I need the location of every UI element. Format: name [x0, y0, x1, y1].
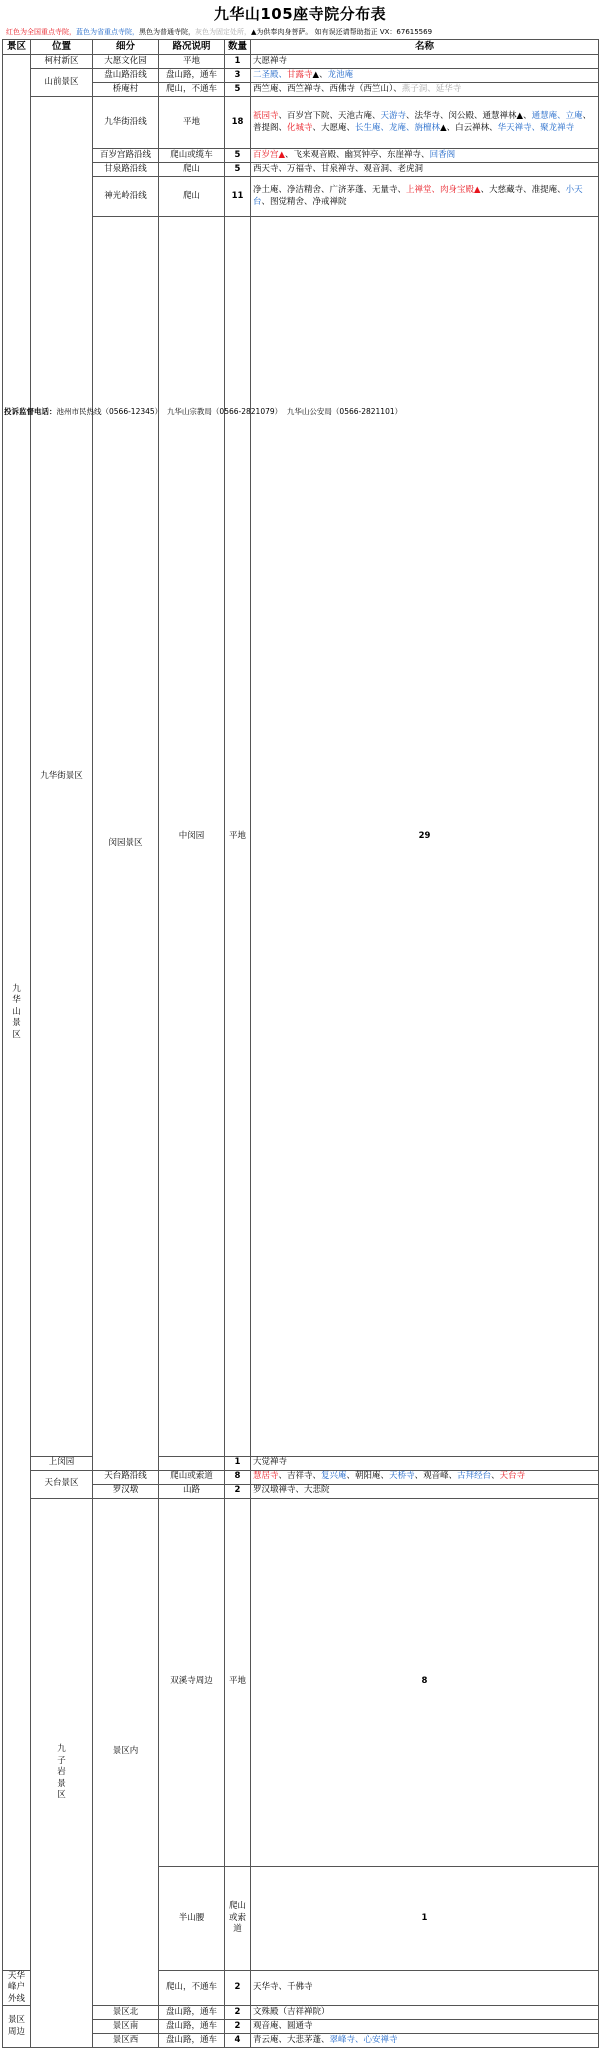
temple-name: 、图觉精舍、净戒禅院: [261, 196, 347, 207]
temple-name: 、: [491, 1471, 500, 1482]
legend-item: 蓝色为省重点寺院，: [76, 28, 139, 36]
area-char: 景: [57, 1778, 66, 1789]
footer-item-2: 九华山公安局（0566-2821101）: [286, 407, 403, 416]
count-cell: 2: [225, 1970, 251, 2005]
temple-name: 长生庵、龙庵、旃檀林: [355, 122, 441, 133]
subdivision-cell: 中闵园: [159, 217, 225, 1457]
temple-name: 观音庵、圆通寺: [253, 2021, 313, 2032]
names-cell: [251, 2034, 599, 2048]
table-row: [3, 217, 599, 1457]
subdivision-cell: 大愿文化园: [93, 55, 159, 69]
route-cell: 盘山路，通车: [159, 2020, 225, 2034]
temple-name: 、百岁宫下院、天池古庵、: [278, 111, 381, 122]
table-row: [3, 2006, 599, 2020]
count-cell: 5: [225, 83, 251, 97]
area-cell: [31, 1498, 93, 2048]
temple-name: 化城寺: [287, 122, 313, 133]
names-cell: [251, 55, 599, 69]
area-char: 区: [57, 1790, 66, 1801]
temple-name: 华天禅寺、聚龙禅寺: [497, 122, 575, 133]
temple-table: [2, 39, 599, 2048]
count-cell: 5: [225, 163, 251, 177]
header-names: 名称: [251, 40, 599, 55]
temple-name: 龙池庵: [327, 69, 354, 80]
subdivision-cell: 百岁宫路沿线: [93, 149, 159, 163]
area-char: 岩: [57, 1767, 66, 1778]
subdivision-cell: 神光岭沿线: [93, 177, 159, 217]
temple-name: 净土庵、净洁精舍、广济茅蓬、无量寺、: [253, 185, 407, 196]
route-cell: [159, 1456, 225, 1470]
count-cell: 29: [251, 217, 599, 1457]
subdivision-cell: 景区北: [93, 2006, 159, 2020]
legend-item: 红色为全国重点寺院，: [6, 28, 76, 36]
temple-name: 天桥寺: [389, 1471, 415, 1482]
temple-name: 西竺庵、西竺禅寺、西佛寺（西竺山）、: [253, 83, 402, 94]
temple-name: 、吉祥寺、: [278, 1471, 322, 1482]
route-cell: 爬山或索道: [225, 1866, 251, 1970]
subdivision-cell: 半山腰: [159, 1866, 225, 1970]
subdivision-cell: 景区南: [93, 2020, 159, 2034]
names-cell: [251, 83, 599, 97]
temple-name: 西天寺、万福寺、甘泉禅寺、观音洞、老虎洞: [253, 163, 424, 174]
count-cell: 1: [225, 55, 251, 69]
subdivision-cell: 盘山路沿线: [93, 69, 159, 83]
temple-name: 、飞来观音殿、幽冥钟亭、东崖禅寺、: [285, 149, 430, 160]
temple-name: 二圣殿、: [253, 69, 288, 80]
location-cell: 天台景区: [31, 1470, 93, 1498]
subdivision-cell: 双溪寺周边: [159, 1498, 225, 1866]
page-title: 九华山105座寺院分布表: [213, 5, 387, 23]
temple-name: 、大慈藏寺、准提庵、: [480, 185, 566, 196]
table-header-row: [3, 40, 599, 55]
names-cell: [251, 177, 599, 217]
table-row: [3, 97, 599, 149]
names-cell: [251, 1456, 599, 1470]
temple-name: 古拜经台: [457, 1471, 492, 1482]
count-cell: 8: [225, 1470, 251, 1484]
header-count: 数量: [225, 40, 251, 55]
temple-name: 、朝阳庵、: [346, 1471, 390, 1482]
subdivision-cell: 天华峰户外线: [3, 1970, 31, 2005]
subdivision-cell: 天台路沿线: [93, 1470, 159, 1484]
route-cell: 爬山，不通车: [159, 83, 225, 97]
route-cell: 山路: [159, 1484, 225, 1498]
route-cell: 平地: [159, 55, 225, 69]
route-cell: 平地: [225, 217, 251, 1457]
temple-name: 、大愿庵、: [312, 122, 356, 133]
route-cell: 平地: [225, 1498, 251, 1866]
table-row: [3, 1456, 599, 1470]
table-row: [3, 2034, 599, 2048]
temple-name: 上禅堂、肉身宝殿▲: [406, 185, 481, 196]
subdivision-cell: 九华街沿线: [93, 97, 159, 149]
route-cell: 盘山路，通车: [159, 69, 225, 83]
location-cell: 景区内: [93, 1498, 159, 2006]
temple-name: 天台寺: [499, 1471, 526, 1482]
temple-name: ▲、白云禅林、: [440, 122, 498, 133]
color-legend: [6, 27, 600, 37]
location-cell: 九华街景区: [31, 97, 93, 1457]
temple-name: 罗汉墩禅寺、大悲院: [253, 1485, 330, 1496]
area-cell: [3, 55, 31, 1971]
temple-name: 大愿禅寺: [253, 55, 288, 66]
count-cell: 18: [225, 97, 251, 149]
subdivision-cell: 甘泉路沿线: [93, 163, 159, 177]
legend-item: 灰色为固定处所，: [195, 28, 251, 36]
names-cell: [251, 69, 599, 83]
route-cell: 爬山，不通车: [159, 1970, 225, 2005]
legend-item: ▲为供奉肉身菩萨。 如有误还请帮助指正 VX：67615569: [251, 28, 433, 36]
area-char: 山: [12, 1006, 21, 1017]
temple-name: 、普提阁、: [253, 111, 592, 133]
subdivision-cell: 桥庵村: [93, 83, 159, 97]
temple-name: 百岁宫▲: [253, 149, 286, 160]
header-subdivision: 细分: [93, 40, 159, 55]
table-row: [3, 69, 599, 83]
area-char: 子: [57, 1755, 66, 1766]
table-row: [3, 1484, 599, 1498]
location-cell: 景区周边: [3, 2006, 31, 2048]
count-cell: 2: [225, 2020, 251, 2034]
table-row: [3, 149, 599, 163]
count-cell: 4: [225, 2034, 251, 2048]
table-row: [3, 177, 599, 217]
route-cell: 爬山或索道: [159, 1470, 225, 1484]
route-cell: 爬山或缆车: [159, 149, 225, 163]
temple-name: 、观音峰、: [414, 1471, 458, 1482]
temple-name: 复兴庵: [321, 1471, 347, 1482]
route-cell: 盘山路，通车: [159, 2006, 225, 2020]
legend-item: 黑色为普通寺院，: [139, 28, 195, 36]
names-cell: [251, 1970, 599, 2005]
names-cell: [251, 97, 599, 149]
names-cell: [251, 1470, 599, 1484]
names-cell: [251, 2006, 599, 2020]
footer-item-0: 池州市民热线（0566-12345）: [56, 407, 163, 416]
count-cell: 8: [251, 1498, 599, 1866]
count-cell: 5: [225, 149, 251, 163]
count-cell: 2: [225, 2006, 251, 2020]
count-cell: 2: [225, 1484, 251, 1498]
area-char: 景: [12, 1018, 21, 1029]
header-area: 景区: [3, 40, 31, 55]
footer-label: 投诉监督电话：: [4, 407, 57, 416]
temple-name: 大觉禅寺: [253, 1457, 288, 1468]
temple-name: 燕子洞、延华寺: [401, 83, 462, 94]
temple-name: 小天台: [253, 185, 583, 207]
location-cell: 山前景区: [31, 69, 93, 97]
count-cell: 1: [251, 1866, 599, 1970]
temple-name: 甘露寺: [287, 69, 313, 80]
subdivision-cell: 罗汉墩: [93, 1484, 159, 1498]
location-cell: 闵园景区: [93, 217, 159, 1471]
temple-name: 慧居寺: [253, 1471, 279, 1482]
subdivision-cell: 上闵园: [31, 1456, 93, 1470]
names-cell: [251, 149, 599, 163]
header-route: 路况说明: [159, 40, 225, 55]
location-cell: 柯村新区: [31, 55, 93, 69]
count-cell: 3: [225, 69, 251, 83]
table-row: [3, 163, 599, 177]
route-cell: 爬山: [159, 163, 225, 177]
route-cell: 盘山路，通车: [159, 2034, 225, 2048]
temple-name: 祇园寺: [253, 111, 279, 122]
header-location: 位置: [31, 40, 93, 55]
temple-name: 通慧庵、立庵: [531, 111, 583, 122]
footer-item-1: 九华山宗教局（0566-2821079）: [166, 407, 283, 416]
footer: [4, 406, 600, 417]
temple-name: ▲、: [312, 69, 328, 80]
area-char: 区: [12, 1029, 21, 1040]
table-row: [3, 2020, 599, 2034]
names-cell: [251, 2020, 599, 2034]
area-char: 九: [57, 1744, 66, 1755]
names-cell: [251, 1484, 599, 1498]
temple-name: 天华寺、千佛寺: [253, 1982, 313, 1993]
route-cell: 平地: [159, 97, 225, 149]
subdivision-cell: 景区西: [93, 2034, 159, 2048]
temple-name: 天游寺: [380, 111, 407, 122]
table-row: [3, 83, 599, 97]
temple-name: 、法华寺、闵公殿、通慧禅林▲、: [406, 111, 532, 122]
route-cell: 爬山: [159, 177, 225, 217]
temple-name: 青云庵、大悲茅蓬、: [253, 2035, 330, 2046]
table-row: [3, 1498, 599, 1866]
table-row: [3, 55, 599, 69]
count-cell: 1: [225, 1456, 251, 1470]
names-cell: [251, 163, 599, 177]
area-char: 九: [12, 983, 21, 994]
temple-name: 文殊殿（吉祥禅院）: [253, 2007, 330, 2018]
count-cell: 11: [225, 177, 251, 217]
area-char: 华: [12, 995, 21, 1006]
table-row: [3, 1470, 599, 1484]
temple-name: 翠峰寺、心安禅寺: [329, 2035, 398, 2046]
temple-name: 回香阁: [429, 149, 456, 160]
